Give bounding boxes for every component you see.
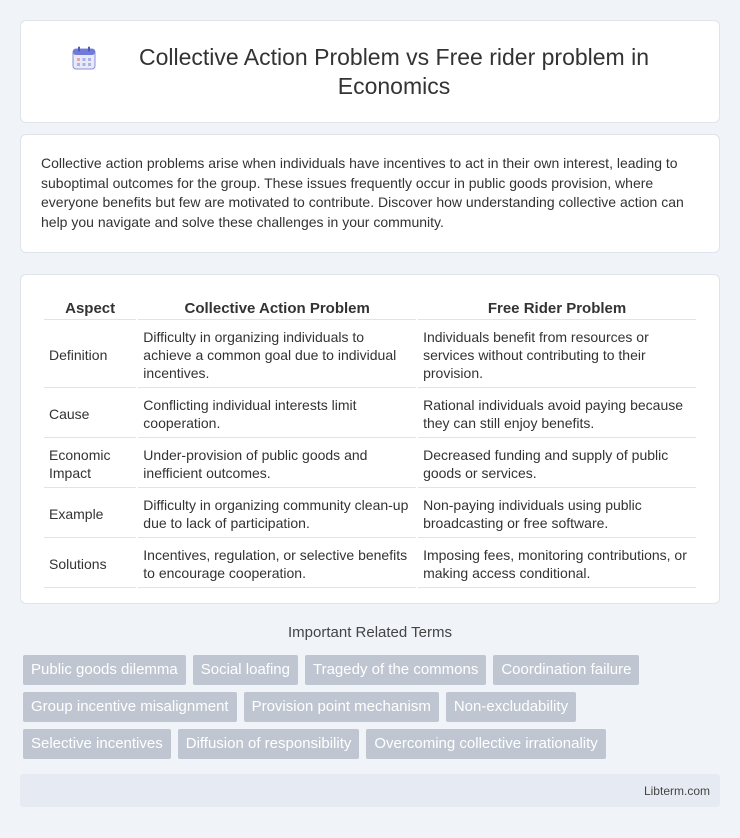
- footer: [20, 774, 720, 807]
- comparison-table: [42, 295, 698, 590]
- row-collective-action: Under-provision of public goods and inefficient outcomes.: [138, 440, 416, 488]
- row-aspect: Economic Impact: [44, 440, 136, 488]
- related-terms-tags: [20, 655, 720, 759]
- row-aspect: Cause: [44, 390, 136, 438]
- row-collective-action: Conflicting individual interests limit cooperation.: [138, 390, 416, 438]
- header-free-rider: Free Rider Problem: [418, 297, 696, 320]
- related-term-tag[interactable]: Tragedy of the commons: [305, 655, 486, 685]
- footer-site-link[interactable]: Libterm.com: [643, 783, 710, 798]
- table-header-row: [44, 297, 696, 320]
- table-row: [44, 490, 696, 538]
- row-free-rider: Decreased funding and supply of public goods or services.: [418, 440, 696, 488]
- row-collective-action: Difficulty in organizing community clean-up due to lack of participation.: [138, 490, 416, 538]
- row-aspect: Solutions: [44, 540, 136, 588]
- table-row: [44, 322, 696, 388]
- row-free-rider: Individuals benefit from resources or services without contributing to their provision.: [418, 322, 696, 388]
- table-row: [44, 390, 696, 438]
- related-term-tag[interactable]: Non-excludability: [446, 692, 576, 722]
- table-row: [44, 440, 696, 488]
- row-aspect: Example: [44, 490, 136, 538]
- row-free-rider: Non-paying individuals using public broadcasting or free software.: [418, 490, 696, 538]
- row-collective-action: Incentives, regulation, or selective benefits to encourage cooperation.: [138, 540, 416, 588]
- header-aspect: Aspect: [44, 297, 136, 320]
- intro-text: Collective action problems arise when individuals have incentives to act in their own interest, leading to suboptimal outcomes for the group. These issues frequently occur in public goods provision, where everyone benefits but few are motivated to contribute. Discover how understanding collective action can help you navigate and solve these challenges in your community.: [41, 155, 684, 230]
- related-term-tag[interactable]: Provision point mechanism: [244, 692, 439, 722]
- row-free-rider: Imposing fees, monitoring contributions, or making access conditional.: [418, 540, 696, 588]
- header-collective-action: Collective Action Problem: [138, 297, 416, 320]
- intro-card: [20, 134, 720, 253]
- related-terms-section: [20, 624, 720, 759]
- related-term-tag[interactable]: Public goods dilemma: [23, 655, 186, 685]
- table-row: [44, 540, 696, 588]
- row-free-rider: Rational individuals avoid paying because they can still enjoy benefits.: [418, 390, 696, 438]
- related-term-tag[interactable]: Group incentive misalignment: [23, 692, 237, 722]
- related-term-tag[interactable]: Diffusion of responsibility: [178, 729, 360, 759]
- page-title: Collective Action Problem vs Free rider problem in Economics: [138, 43, 650, 99]
- row-collective-action: Difficulty in organizing individuals to achieve a common goal due to individual incentives.: [138, 322, 416, 388]
- related-term-tag[interactable]: Coordination failure: [493, 655, 639, 685]
- calendar-icon: [71, 45, 97, 71]
- related-terms-title: Important Related Terms: [288, 624, 452, 641]
- row-aspect: Definition: [44, 322, 136, 388]
- related-term-tag[interactable]: Overcoming collective irrationality: [366, 729, 605, 759]
- related-term-tag[interactable]: Selective incentives: [23, 729, 171, 759]
- comparison-table-card: [20, 274, 720, 604]
- header-card: [20, 20, 720, 123]
- related-term-tag[interactable]: Social loafing: [193, 655, 298, 685]
